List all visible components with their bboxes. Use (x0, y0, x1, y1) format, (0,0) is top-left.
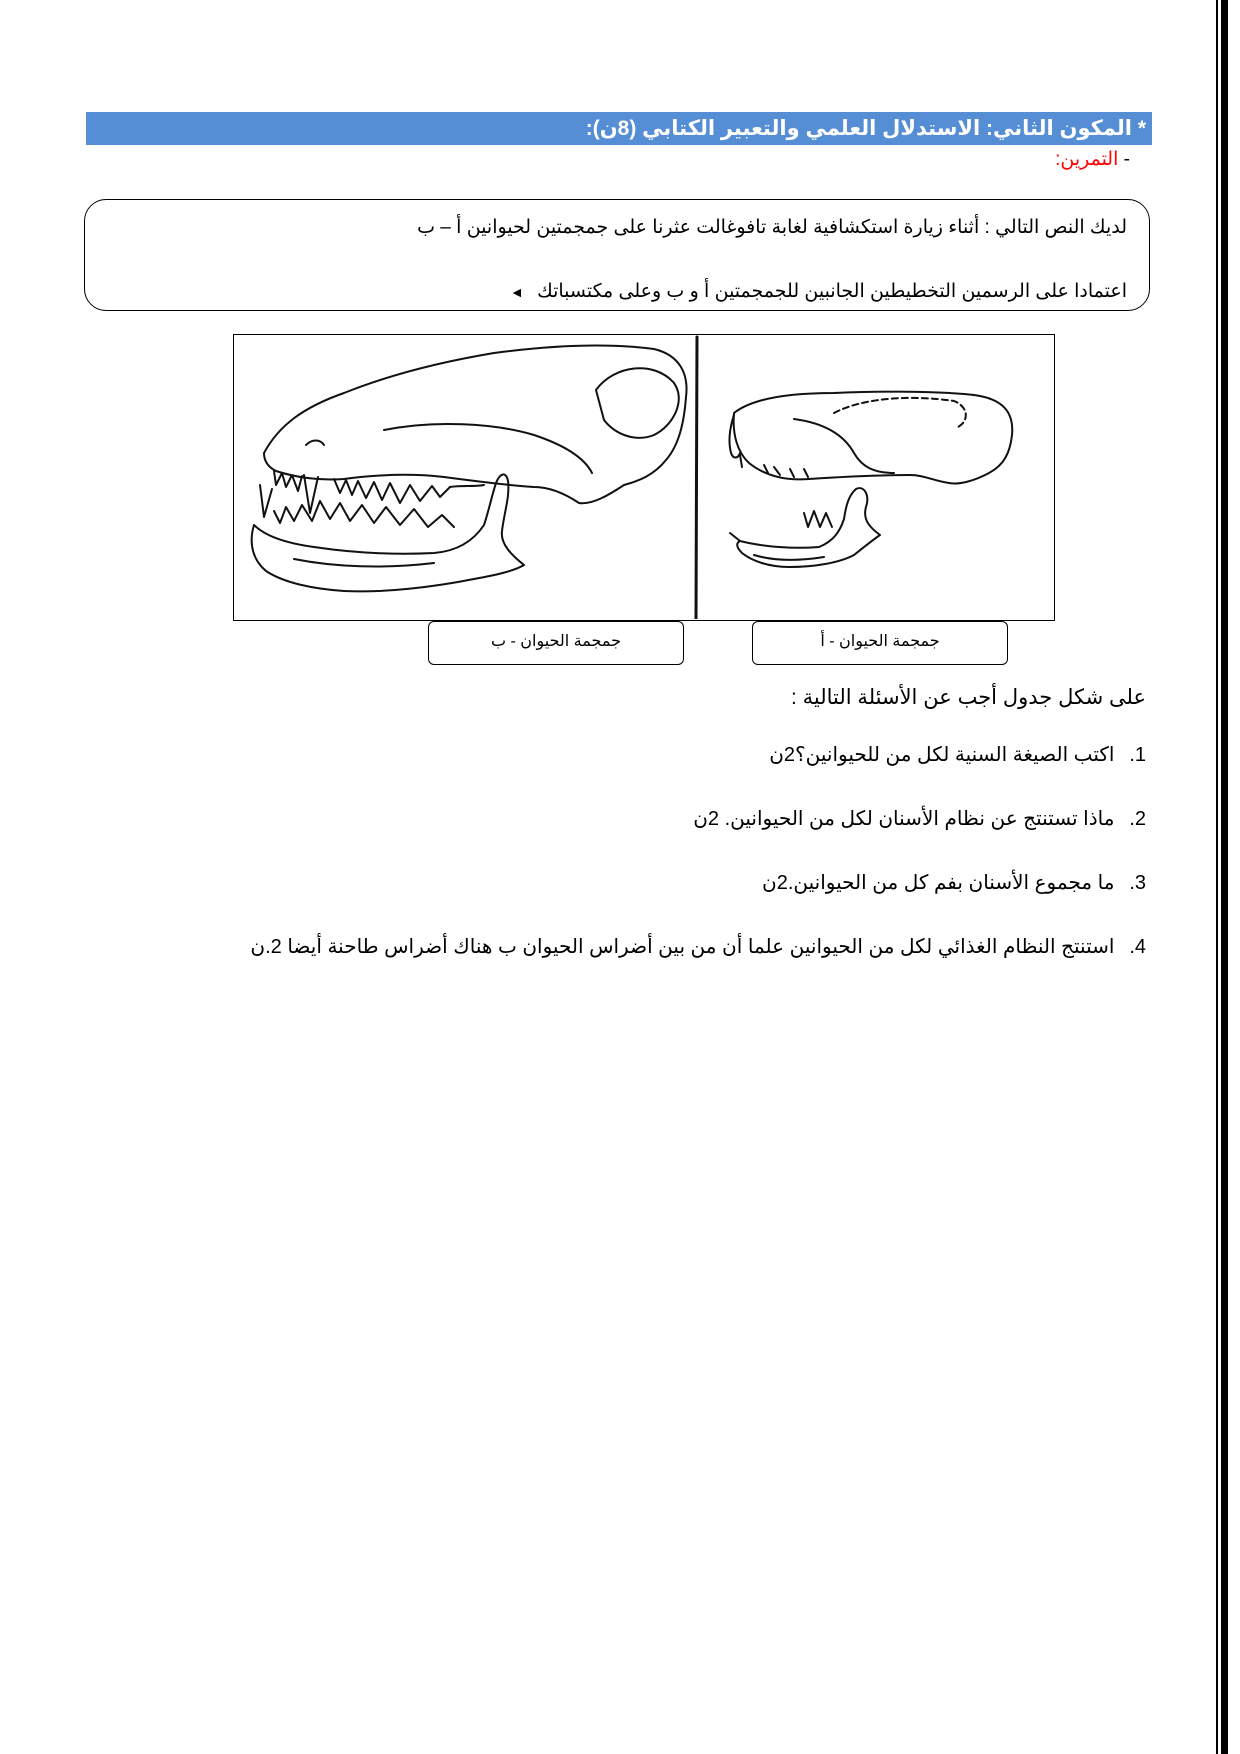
caption-skull-a: جمجمة الحيوان - أ (752, 621, 1008, 665)
question-item: 4. استنتج النظام الغذائي لكل من الحيوانين علما أن من بين أضراس الحيوان ب هناك أضراس طاحنة أيضا 2.ن (250, 936, 1146, 958)
context-text-box (84, 199, 1150, 311)
question-item: 1. اكتب الصيغة السنية لكل من للحيوانين؟2ن (769, 744, 1146, 766)
page-right-border (1216, 0, 1230, 1754)
instructions-text: على شكل جدول أجب عن الأسئلة التالية : (790, 686, 1146, 709)
exercise-title: - التمرين: (1055, 149, 1130, 170)
skull-a-drawing (730, 392, 1013, 567)
section-header-text: * المكون الثاني: الاستدلال العلمي والتعبير الكتابي (8ن): (585, 117, 1146, 140)
skull-figure (233, 334, 1055, 621)
exercise-label: التمرين: (1055, 149, 1119, 170)
skull-drawings (234, 335, 1053, 619)
context-line-1: لديك النص التالي : أثناء زيارة استكشافية لغابة تافوغالت عثرنا على جمجمتين لحيوانين أ – ب (417, 217, 1127, 238)
question-item: 3. ما مجموع الأسنان بفم كل من الحيوانين.2ن (762, 872, 1146, 894)
section-header (86, 112, 1152, 145)
skull-b-drawing (252, 346, 687, 592)
caption-skull-b: جمجمة الحيوان - ب (428, 621, 684, 665)
arrow-left-icon: ◄ (509, 284, 524, 300)
question-item: 2. ماذا تستنتج عن نظام الأسنان لكل من الحيوانين. 2ن (693, 808, 1146, 830)
context-line-2: اعتمادا على الرسمين التخطيطين الجانبين للجمجمتين أ و ب وعلى مكتسباتك ◄ (509, 281, 1127, 302)
questions-list (250, 735, 1146, 991)
figure-divider (696, 337, 697, 618)
